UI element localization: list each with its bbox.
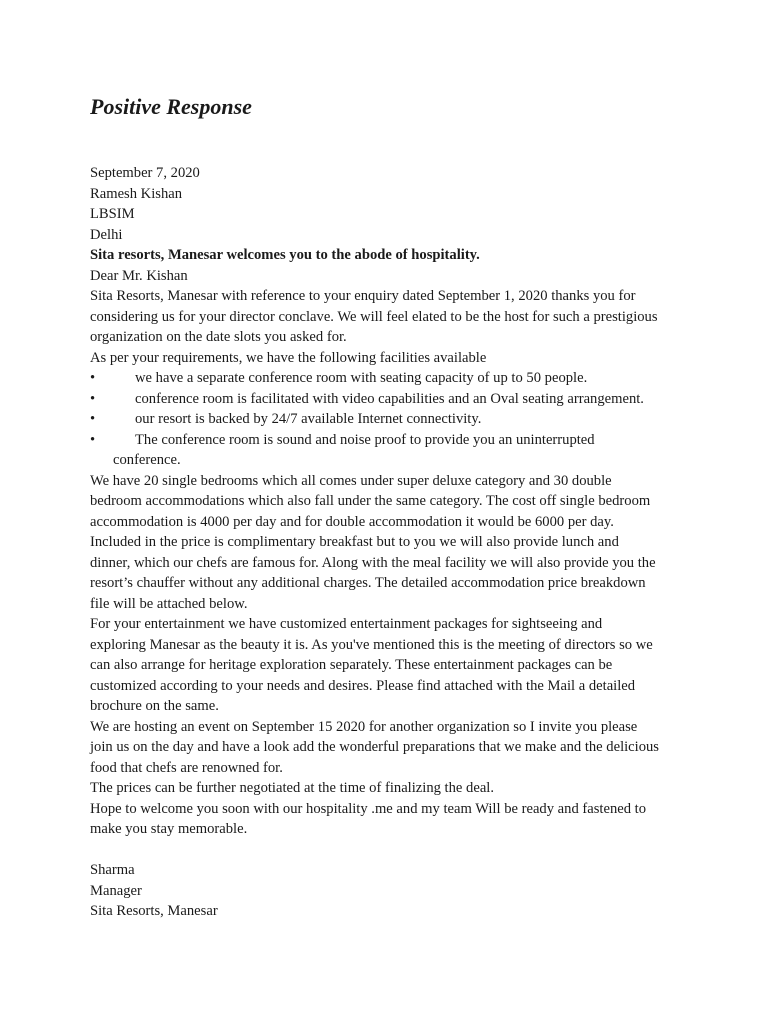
signature-name: Sharma [90,862,135,878]
intro-paragraph [90,286,690,368]
text-line: As per your requirements, we have the following facilities available [90,349,487,366]
list-item-text: our resort is backed by 24/7 available Internet connectivity. [135,411,482,427]
recipient-organization: LBSIM [90,206,135,222]
text-line: accommodation is 4000 per day and for double accommodation it would be 6000 per day. [90,513,614,530]
text-line: resort’s chauffer without any additional charges. The detailed accommodation price breakdown [90,575,646,591]
list-item-text: conference room is facilitated with video capabilities and an Oval seating arrangement. [135,390,644,407]
list-item [90,409,690,430]
accommodation-paragraph [90,471,690,615]
list-item-text: The conference room is sound and noise proof to provide you an uninterrupted [135,431,595,448]
text-line: Included in the price is complimentary breakfast but to you we will also provide lunch and [90,534,619,550]
list-item [90,430,690,451]
text-line: join us on the day and have a look add the wonderful preparations that we make and the delicious [90,739,659,755]
closing-paragraph [90,778,690,840]
text-line: We have 20 single bedrooms which all comes under super deluxe category and 30 double [90,472,612,489]
entertainment-paragraph [90,614,690,717]
bullet-icon: • [90,411,96,427]
recipient-name: Ramesh Kishan [90,185,183,202]
list-item-continuation: conference. [113,452,181,468]
letter-body [90,163,690,922]
text-line: The prices can be further negotiated at the time of finalizing the deal. [90,780,494,796]
bullet-icon: • [90,370,96,386]
text-line: brochure on the same. [90,698,219,714]
letter-subject: Sita resorts, Manesar welcomes you to the abode of hospitality. [90,247,480,263]
text-line: Sita Resorts, Manesar with reference to your enquiry dated September 1, 2020 thanks you for [90,288,636,304]
document-title: Positive Response [90,94,252,119]
text-line: customized according to your needs and desires. Please find attached with the Mail a detailed [90,677,636,694]
text-line: food that chefs are renowned for. [90,759,283,776]
text-line: Hope to welcome you soon with our hospitality .me and my team Will be ready and fastened to [90,800,647,817]
facilities-list [90,368,690,471]
bullet-icon: • [90,390,96,407]
bullet-icon: • [90,431,96,448]
letter-date: September 7, 2020 [90,165,200,181]
spacer [90,840,690,861]
signature-company: Sita Resorts, Manesar [90,903,218,919]
text-line: dinner, which our chefs are famous for. Along with the meal facility we will also provide you the [90,554,656,571]
text-line: exploring Manesar as the beauty it is. As you've mentioned this is the meeting of directors so we [90,636,653,653]
text-line: We are hosting an event on September 15 2020 for another organization so I invite you please [90,718,638,735]
recipient-city: Delhi [90,226,123,243]
text-line: file will be attached below. [90,595,248,612]
text-line: considering us for your director conclave. We will feel elated to be the host for such a prestigious [90,308,658,325]
salutation: Dear Mr. Kishan [90,267,188,284]
text-line: For your entertainment we have customized entertainment packages for sightseeing and [90,616,603,632]
letter-header [90,163,690,245]
text-line: make you stay memorable. [90,821,248,837]
signature-block [90,860,690,922]
list-item-text: we have a separate conference room with seating capacity of up to 50 people. [135,370,588,386]
list-item [90,368,690,389]
text-line: bedroom accommodations which also fall under the same category. The cost off single bedroom [90,493,651,509]
list-item [90,389,690,410]
signature-position: Manager [90,882,142,899]
event-paragraph [90,717,690,779]
text-line: can also arrange for heritage exploration separately. These entertainment packages can be [90,657,613,673]
text-line: organization on the date slots you asked for. [90,329,347,345]
